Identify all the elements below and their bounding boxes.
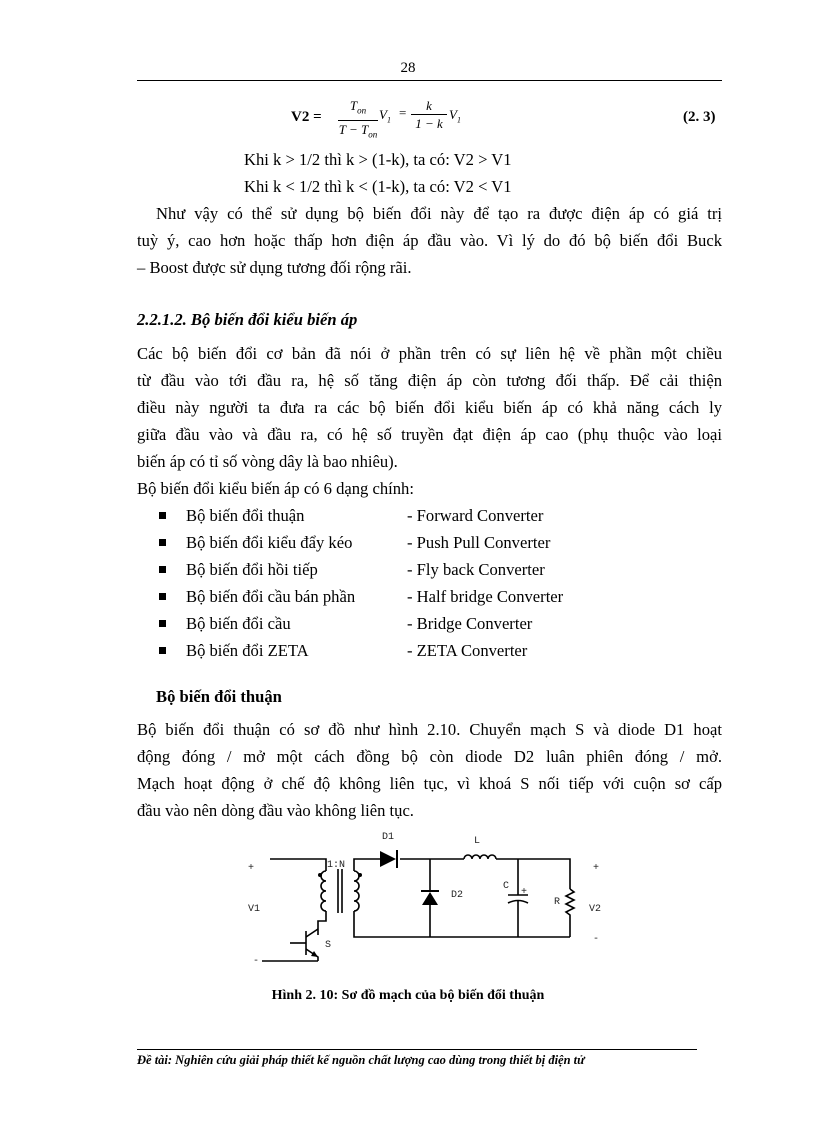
label-d1: D1 <box>382 832 395 843</box>
paragraph-line: giữa đầu vào và đầu ra, có hệ số truyền đạt điện áp cao (phụ thuộc vào loại <box>137 425 722 444</box>
paragraph-line: từ đầu vào tới đầu ra, hệ số tăng điện áp còn tương đối thấp. Để cải thiện <box>137 371 722 390</box>
paragraph-line: Các bộ biến đổi cơ bản đã nói ở phần trên có sự liên hệ về phần một chiều <box>137 344 722 363</box>
primary-coil <box>321 871 326 911</box>
label-r: R <box>554 897 561 908</box>
paragraph-line: Như vậy có thể sử dụng bộ biến đổi này để tạo ra được điện áp có giá trị <box>156 204 722 223</box>
label-input-plus: + <box>248 863 255 874</box>
frac2-numerator: k <box>426 98 432 113</box>
label-ratio: 1:N <box>327 860 346 871</box>
list-item: Bộ biến đổi cầu bán phần - Half bridge Converter <box>159 583 563 610</box>
fraction-bar <box>338 120 378 121</box>
paragraph-line: biến áp có tỉ số vòng dây là bao nhiêu). <box>137 452 398 471</box>
wire-input-top <box>270 859 326 871</box>
paragraph-line: Mạch hoạt động ở chế độ không liên tục, vì khoá S nối tiếp với cuộn sơ cấp <box>137 774 722 793</box>
list-item: Bộ biến đổi cầu - Bridge Converter <box>159 610 563 637</box>
bullet-square-icon <box>159 647 166 654</box>
label-c: C <box>503 881 510 892</box>
paragraph-line: Bộ biến đổi thuận có sơ đồ như hình 2.10. Chuyển mạch S và diode D1 hoạt <box>137 720 722 739</box>
fraction-bar <box>411 114 447 115</box>
page-number: 28 <box>400 60 416 76</box>
frac1-denominator: T − T <box>338 121 369 137</box>
figure-caption: Hình 2. 10: Sơ đồ mạch của bộ biến đổi thuận <box>271 988 545 1003</box>
label-c-plus: + <box>521 887 528 898</box>
header-rule <box>137 80 722 81</box>
bullet-square-icon <box>159 539 166 546</box>
paragraph-line: điều này người ta đưa ra các bộ biến đổi kiểu biến áp có khả năng cách ly <box>137 398 722 417</box>
label-l: L <box>474 836 481 847</box>
wire-bottom-rail <box>354 911 570 937</box>
condition-line-1: Khi k > 1/2 thì k > (1-k), ta có: V2 > V1 <box>244 150 512 169</box>
label-v2: V2 <box>589 904 602 915</box>
converter-list <box>159 502 563 664</box>
subheading: Bộ biến đổi thuận <box>156 687 282 706</box>
equation-lhs: V2 = <box>291 109 322 125</box>
transistor-collector <box>306 929 318 937</box>
label-d2: D2 <box>451 890 464 901</box>
equation-mult-1: $V_1$ <box>379 107 391 125</box>
polarity-dot-icon <box>318 873 322 877</box>
secondary-coil <box>354 871 359 911</box>
frac1-denominator-sub: on <box>368 129 378 140</box>
label-s: S <box>325 940 332 951</box>
bullet-square-icon <box>159 512 166 519</box>
diode-d2 <box>421 891 439 905</box>
diode-d1 <box>380 850 397 868</box>
equation-fraction-2 <box>411 98 447 131</box>
forward-converter-circuit <box>240 825 620 970</box>
label-output-minus: - <box>593 934 600 945</box>
list-item: Bộ biến đổi ZETA - ZETA Converter <box>159 637 563 664</box>
paragraph-line: đầu vào nên dòng đầu vào không liên tục. <box>137 801 414 820</box>
emitter-arrow-icon <box>311 951 318 957</box>
equation-fraction-1 <box>338 98 378 142</box>
label-input-minus: - <box>253 956 260 967</box>
list-item: Bộ biến đổi hồi tiếp - Fly back Converter <box>159 556 563 583</box>
bullet-square-icon <box>159 566 166 573</box>
equation-mult-2: $V_1$ <box>449 107 461 125</box>
resistor-r <box>566 889 574 937</box>
wire-secondary-top <box>354 859 380 871</box>
paragraph-line: động đóng / mở một cách đồng bộ còn diode D2 luân phiên đóng / mở. <box>137 747 722 766</box>
section-heading: 2.2.1.2. Bộ biến đổi kiểu biến áp <box>137 310 358 329</box>
list-item: Bộ biến đổi kiểu đẩy kéo - Push Pull Converter <box>159 529 563 556</box>
list-intro: Bộ biến đổi kiểu biến áp có 6 dạng chính: <box>137 479 414 498</box>
footer-text: Đề tài: Nghiên cứu giải pháp thiết kế nguồn chất lượng cao dùng trong thiết bị điện tử <box>137 1053 585 1067</box>
equation-number: (2. 3) <box>683 109 716 125</box>
list-item: Bộ biến đổi thuận - Forward Converter <box>159 502 563 529</box>
footer-rule <box>137 1049 697 1050</box>
label-output-plus: + <box>593 863 600 874</box>
inductor-l <box>464 855 496 859</box>
paragraph-1 <box>137 200 722 281</box>
paragraph-2 <box>137 340 722 502</box>
paragraph-line: tuỳ ý, cao hơn hoặc thấp hơn điện áp đầu vào. Vì lý do đó bộ biến đổi Buck <box>137 231 722 250</box>
equation-equals: = <box>399 105 407 120</box>
paragraph-3 <box>137 716 722 824</box>
wire-primary-to-switch <box>318 911 326 935</box>
bullet-square-icon <box>159 593 166 600</box>
label-v1: V1 <box>248 904 261 915</box>
frac1-numerator: T <box>349 98 358 113</box>
frac2-denominator: 1 − k <box>415 116 443 131</box>
paragraph-line: – Boost được sử dụng tương đối rộng rãi. <box>137 258 412 277</box>
bullet-square-icon <box>159 620 166 627</box>
frac1-numerator-sub: on <box>357 105 367 116</box>
condition-line-2: Khi k < 1/2 thì k < (1-k), ta có: V2 < V1 <box>244 177 512 196</box>
polarity-dot-icon <box>358 873 362 877</box>
